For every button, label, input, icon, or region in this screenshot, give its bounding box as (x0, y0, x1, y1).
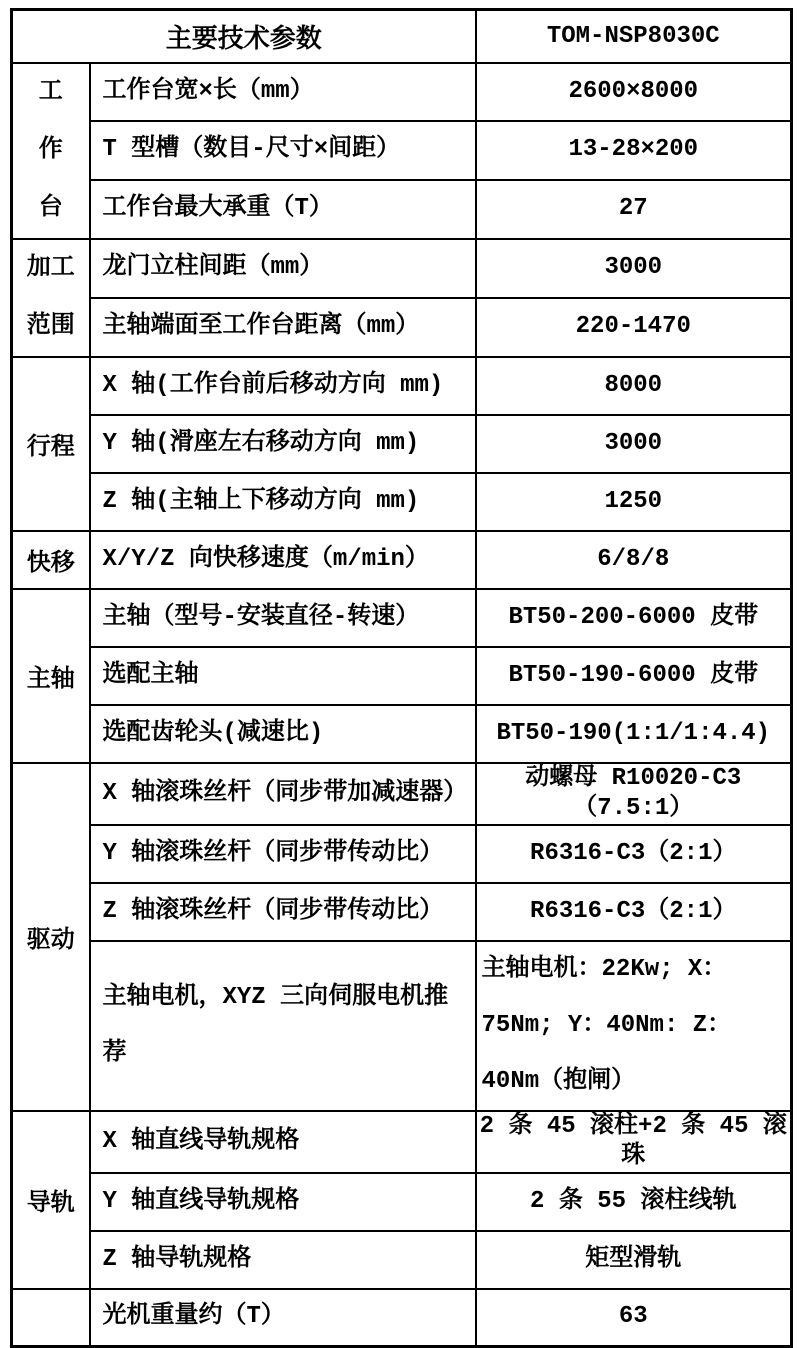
param-cell: 工作台最大承重（T） (90, 180, 476, 239)
value-cell: 3000 (476, 415, 792, 473)
group-cell (12, 239, 90, 357)
spec-row (12, 239, 792, 298)
group-cell: 主轴 (12, 589, 90, 763)
value-cell: 2 条 55 滚柱线轨 (476, 1173, 792, 1231)
param-cell: 龙门立柱间距（mm） (90, 239, 476, 298)
value-cell: BT50-190-6000 皮带 (476, 647, 792, 705)
group-cell (12, 1289, 90, 1347)
spec-row (12, 705, 792, 763)
spec-row (12, 941, 792, 1111)
spec-row (12, 825, 792, 883)
group-cell: 驱动 (12, 763, 90, 1111)
group-label-line: 作 (38, 136, 63, 164)
param-cell: Z 轴滚珠丝杆（同步带传动比） (90, 883, 476, 941)
table-title: 主要技术参数 (12, 10, 476, 63)
param-cell: Z 轴(主轴上下移动方向 mm) (90, 473, 476, 531)
spec-row (12, 1173, 792, 1231)
param-cell: Y 轴(滑座左右移动方向 mm) (90, 415, 476, 473)
value-cell: 27 (476, 180, 792, 239)
value-cell: 1250 (476, 473, 792, 531)
value-cell: 主轴电机：22Kw; X：75Nm; Y：40Nm: Z：40Nm（抱闸） (476, 941, 792, 1111)
group-label-line: 台 (38, 194, 63, 222)
value-cell: 2 条 45 滚柱+2 条 45 滚珠 (476, 1111, 792, 1173)
value-cell: 220-1470 (476, 298, 792, 357)
value-cell: BT50-200-6000 皮带 (476, 589, 792, 647)
spec-row (12, 180, 792, 239)
spec-row (12, 63, 792, 122)
param-cell: 光机重量约（T） (90, 1289, 476, 1347)
spec-row (12, 531, 792, 589)
group-label-line: 范围 (26, 312, 75, 340)
param-cell: T 型槽（数目-尺寸×间距） (90, 121, 476, 180)
group-cell (12, 63, 90, 239)
model-number: TOM-NSP8030C (476, 10, 792, 63)
param-cell: 主轴电机，XYZ 三向伺服电机推荐 (90, 941, 476, 1111)
param-cell: X 轴(工作台前后移动方向 mm) (90, 357, 476, 415)
spec-row (12, 357, 792, 415)
header-row (12, 10, 792, 63)
param-cell: X 轴直线导轨规格 (90, 1111, 476, 1173)
value-cell: 6/8/8 (476, 531, 792, 589)
value-cell: 2600×8000 (476, 63, 792, 122)
param-cell: Z 轴导轨规格 (90, 1231, 476, 1289)
value-cell: R6316-C3（2:1） (476, 883, 792, 941)
spec-row (12, 589, 792, 647)
group-cell: 快移 (12, 531, 90, 589)
spec-row (12, 1231, 792, 1289)
spec-row (12, 121, 792, 180)
value-cell: 3000 (476, 239, 792, 298)
spec-row (12, 298, 792, 357)
param-cell: Y 轴直线导轨规格 (90, 1173, 476, 1231)
spec-row (12, 473, 792, 531)
spec-row (12, 415, 792, 473)
value-cell: BT50-190(1:1/1:4.4) (476, 705, 792, 763)
value-cell: R6316-C3（2:1） (476, 825, 792, 883)
param-cell: 主轴端面至工作台距离（mm） (90, 298, 476, 357)
param-cell: 选配主轴 (90, 647, 476, 705)
spec-row (12, 883, 792, 941)
value-cell: 8000 (476, 357, 792, 415)
spec-row (12, 647, 792, 705)
param-cell: X/Y/Z 向快移速度（m/min） (90, 531, 476, 589)
value-cell: 矩型滑轨 (476, 1231, 792, 1289)
group-cell: 行程 (12, 357, 90, 531)
param-cell: 主轴（型号-安装直径-转速） (90, 589, 476, 647)
value-cell: 63 (476, 1289, 792, 1347)
spec-table (10, 8, 793, 1348)
spec-row (12, 1289, 792, 1347)
param-cell: 工作台宽×长（mm） (90, 63, 476, 122)
spec-table-body (12, 63, 792, 1347)
value-cell: 动螺母 R10020-C3（7.5:1） (476, 763, 792, 825)
spec-row (12, 1111, 792, 1173)
param-cell: 选配齿轮头(减速比) (90, 705, 476, 763)
group-label-line: 加工 (26, 254, 75, 282)
value-cell: 13-28×200 (476, 121, 792, 180)
param-cell: X 轴滚珠丝杆（同步带加减速器） (90, 763, 476, 825)
param-cell: Y 轴滚珠丝杆（同步带传动比） (90, 825, 476, 883)
group-label-line: 工 (38, 78, 63, 106)
group-cell: 导轨 (12, 1111, 90, 1289)
spec-row (12, 763, 792, 825)
